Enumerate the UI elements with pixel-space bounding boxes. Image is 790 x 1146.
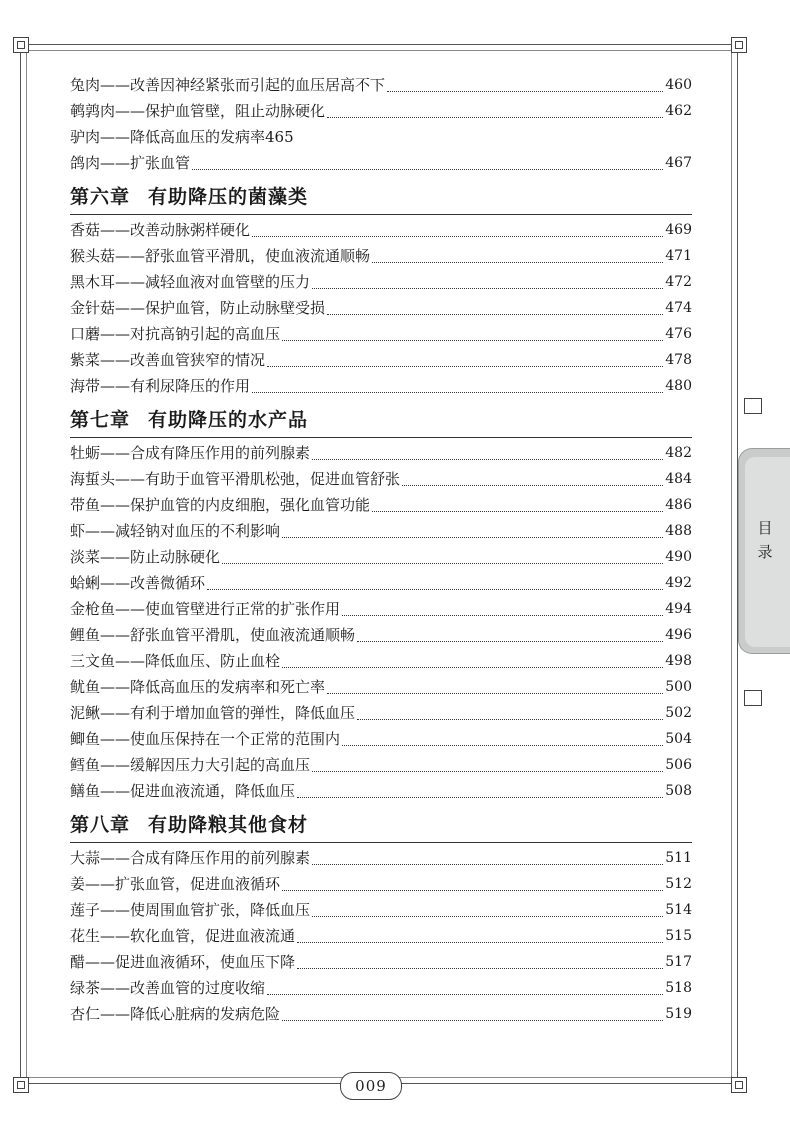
chapter-number: 第六章 [70,186,131,208]
toc-entry-title: 鲤鱼——舒张血管平滑肌，使血液流通顺畅 [70,626,356,644]
dot-leader [267,346,663,367]
corner-ornament-top-left [13,37,29,53]
toc-entry-page: 472 [665,274,692,290]
toc-entry[interactable] [70,726,692,752]
dot-leader [312,268,663,289]
side-tab [738,448,790,654]
toc-entry-page: 504 [665,731,692,747]
dot-leader [402,465,663,486]
dot-leader [327,294,663,315]
dot-leader [297,777,663,798]
toc-entry[interactable] [70,1001,692,1027]
toc-entry-title: 淡菜——防止动脉硬化 [70,548,221,566]
toc-entry-page: 506 [665,757,692,773]
toc-entry-title: 莲子——使周围血管扩张，降低血压 [70,901,311,919]
toc-entry[interactable] [70,570,692,596]
chapter-divider [70,437,692,438]
toc-entry[interactable] [70,975,692,1001]
toc-entry[interactable] [70,150,692,176]
dot-leader [282,1000,663,1021]
toc-entry[interactable] [70,269,692,295]
toc-entry-title: 鱿鱼——降低高血压的发病率和死亡率 [70,678,326,696]
dot-leader [387,71,663,92]
toc-entry-title: 金枪鱼——使血管壁进行正常的扩张作用 [70,600,341,618]
toc-entry-page: 517 [665,954,692,970]
toc-entry[interactable] [70,347,692,373]
table-of-contents [70,72,692,1027]
toc-entry-page: 496 [665,627,692,643]
toc-entry-page: 488 [665,523,692,539]
toc-entry-page: 514 [665,902,692,918]
toc-entry[interactable] [70,440,692,466]
dot-leader [252,216,663,237]
dot-leader [312,439,663,460]
toc-entry[interactable] [70,622,692,648]
dot-leader [282,517,663,538]
toc-entry[interactable] [70,897,692,923]
toc-entry-page: 515 [665,928,692,944]
dot-leader [282,870,663,891]
toc-entry-title: 花生——软化血管，促进血液流通 [70,927,296,945]
toc-entry[interactable] [70,949,692,975]
toc-entry[interactable] [70,124,692,150]
toc-entry-title: 牡蛎——合成有降压作用的前列腺素 [70,444,311,462]
toc-entry-title: 金针菇——保护血管，防止动脉壁受损 [70,299,326,317]
toc-entry-title: 鲫鱼——使血压保持在一个正常的范围内 [70,730,341,748]
toc-entry-page: 480 [665,378,692,394]
page-number: 009 [340,1072,402,1100]
toc-entry-title: 虾——减轻钠对血压的不利影响 [70,522,281,540]
toc-entry-title: 醋——促进血液循环，使血压下降 [70,953,296,971]
dot-leader [192,149,663,170]
side-tab-char-1: 目 [757,519,773,537]
toc-entry-page: 460 [665,77,692,93]
chapter-heading [70,180,692,214]
toc-entry-title: 蛤蜊——改善微循环 [70,574,206,592]
dot-leader [207,569,663,590]
toc-entry-title: 带鱼——保护血管的内皮细胞，强化血管功能 [70,496,371,514]
dot-leader [267,974,663,995]
toc-entry[interactable] [70,295,692,321]
toc-entry-title: 海带——有利尿降压的作用 [70,377,251,395]
chapter-heading [70,403,692,437]
toc-entry[interactable] [70,466,692,492]
toc-entry[interactable] [70,596,692,622]
toc-entry-page: 498 [665,653,692,669]
toc-entry[interactable] [70,518,692,544]
dot-leader [357,699,663,720]
corner-ornament-bottom-right [731,1077,747,1093]
toc-entry-title: 绿茶——改善血管的过度收缩 [70,979,266,997]
side-tab-char-2: 录 [757,543,773,561]
corner-ornament-top-right [731,37,747,53]
toc-entry[interactable] [70,778,692,804]
dot-leader [297,922,663,943]
toc-entry-title: 杏仁——降低心脏病的发病危险 [70,1005,281,1023]
toc-entry[interactable] [70,492,692,518]
dot-leader [222,543,663,564]
toc-entry-page: 519 [665,1006,692,1022]
toc-entry-title: 鸽肉——扩张血管 [70,154,191,172]
toc-entry-title: 大蒜——合成有降压作用的前列腺素 [70,849,311,867]
toc-entry-page: 492 [665,575,692,591]
chapter-number: 第七章 [70,409,131,431]
toc-entry-title: 紫菜——改善血管狭窄的情况 [70,351,266,369]
toc-entry-page: 467 [665,155,692,171]
dot-leader [312,896,663,917]
toc-entry-page: 500 [665,679,692,695]
toc-entry[interactable] [70,373,692,399]
toc-entry-page: 490 [665,549,692,565]
toc-entry[interactable] [70,871,692,897]
toc-entry[interactable] [70,923,692,949]
dot-leader [252,372,663,393]
dot-leader [342,725,663,746]
toc-entry[interactable] [70,845,692,871]
chapter-title: 有助降压的菌藻类 [148,186,309,208]
toc-entry-title: 泥鳅——有利于增加血管的弹性，降低血压 [70,704,356,722]
dot-leader [342,595,663,616]
dot-leader [296,124,690,144]
toc-entry-page: 478 [665,352,692,368]
toc-entry-page: 494 [665,601,692,617]
toc-entry-title: 驴肉——降低高血压的发病率465 [70,128,294,146]
toc-entry-page: 469 [665,222,692,238]
toc-entry-page: 471 [665,248,692,264]
border-ornament-lower [744,690,762,706]
toc-entry-page: 474 [665,300,692,316]
toc-entry-page: 508 [665,783,692,799]
toc-entry-page: 518 [665,980,692,996]
dot-leader [312,751,663,772]
toc-entry-page: 482 [665,445,692,461]
toc-entry-title: 兔肉——改善因神经紧张而引起的血压居高不下 [70,76,386,94]
toc-entry-title: 香菇——改善动脉粥样硬化 [70,221,251,239]
toc-entry-page: 486 [665,497,692,513]
toc-entry[interactable] [70,72,692,98]
dot-leader [372,491,663,512]
dot-leader [312,844,663,865]
dot-leader [297,948,663,969]
chapter-heading [70,808,692,842]
toc-entry[interactable] [70,752,692,778]
toc-entry[interactable] [70,544,692,570]
toc-entry-title: 海蜇头——有助于血管平滑肌松弛，促进血管舒张 [70,470,401,488]
dot-leader [282,320,663,341]
toc-entry-title: 三文鱼——降低血压、防止血栓 [70,652,281,670]
toc-entry[interactable] [70,217,692,243]
chapter-divider [70,214,692,215]
toc-entry-page: 511 [665,850,692,866]
corner-ornament-bottom-left [13,1077,29,1093]
dot-leader [372,242,663,263]
dot-leader [357,621,663,642]
toc-entry-title: 黑木耳——减轻血液对血管壁的压力 [70,273,311,291]
toc-entry[interactable] [70,648,692,674]
toc-entry-page: 502 [665,705,692,721]
toc-entry[interactable] [70,98,692,124]
dot-leader [327,97,663,118]
toc-entry-title: 姜——扩张血管，促进血液循环 [70,875,281,893]
toc-entry-page: 512 [665,876,692,892]
toc-entry-title: 猴头菇——舒张血管平滑肌，使血液流通顺畅 [70,247,371,265]
chapter-divider [70,842,692,843]
toc-entry-page: 462 [665,103,692,119]
toc-entry-title: 鳝鱼——促进血液流通，降低血压 [70,782,296,800]
border-ornament-upper [744,398,762,414]
toc-entry-page: 476 [665,326,692,342]
dot-leader [327,673,663,694]
chapter-number: 第八章 [70,814,131,836]
toc-entry[interactable] [70,321,692,347]
toc-entry[interactable] [70,700,692,726]
toc-entry[interactable] [70,674,692,700]
toc-entry-title: 口蘑——对抗高钠引起的高血压 [70,325,281,343]
dot-leader [282,647,663,668]
toc-entry-title: 鹌鹑肉——保护血管壁，阻止动脉硬化 [70,102,326,120]
chapter-title: 有助降粮其他食材 [148,814,309,836]
chapter-title: 有助降压的水产品 [148,409,309,431]
toc-entry-title: 鳕鱼——缓解因压力大引起的高血压 [70,756,311,774]
toc-entry-page: 484 [665,471,692,487]
toc-entry[interactable] [70,243,692,269]
